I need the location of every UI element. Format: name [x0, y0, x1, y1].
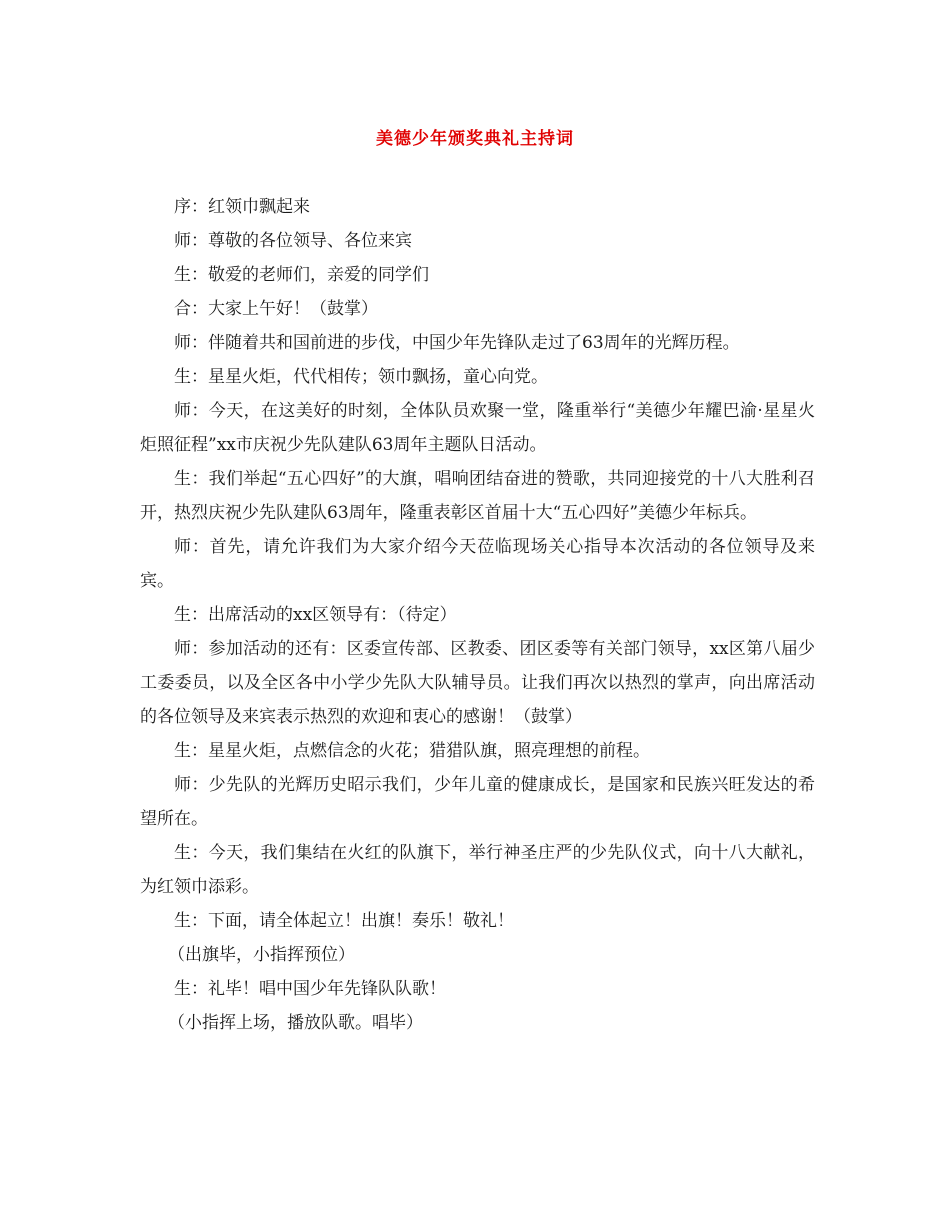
- paragraph: 生：出席活动的xx区领导有：（待定）: [174, 605, 457, 625]
- document-title: 美德少年颁奖典礼主持词: [376, 129, 574, 149]
- paragraph: 生：敬爱的老师们，亲爱的同学们: [174, 265, 429, 285]
- paragraph: 师：少先队的光辉历史昭示我们，少年儿童的健康成长，是国家和民族兴旺发达的希望所在。: [140, 775, 815, 829]
- paragraph: 生：礼毕！唱中国少年先锋队队歌！: [174, 979, 446, 999]
- paragraph: 生：我们举起“五心四好”的大旗，唱响团结奋进的赞歌，共同迎接党的十八大胜利召开，热烈庆祝少先队建队63周年，隆重表彰区首届十大“五心四好”美德少年标兵。: [140, 469, 815, 523]
- document-body: [140, 190, 815, 1040]
- stage-direction: （出旗毕，小指挥预位）: [168, 945, 355, 965]
- stage-direction: （小指挥上场，播放队歌。唱毕）: [168, 1013, 423, 1033]
- paragraph: 生：星星火炬，代代相传；领巾飘扬，童心向党。: [174, 367, 548, 387]
- paragraph: 生：星星火炬，点燃信念的火花；猎猎队旗，照亮理想的前程。: [174, 741, 650, 761]
- paragraph: 师：今天，在这美好的时刻，全体队员欢聚一堂，隆重举行“美德少年耀巴渝·星星火炬照征程”xx市庆祝少先队建队63周年主题队日活动。: [140, 401, 815, 455]
- paragraph: 序：红领巾飘起来: [174, 197, 310, 217]
- paragraph: 师：首先，请允许我们为大家介绍今天莅临现场关心指导本次活动的各位领导及来宾。: [140, 537, 815, 591]
- paragraph: 生：下面，请全体起立！出旗！奏乐！敬礼！: [174, 911, 514, 931]
- paragraph: 合：大家上午好！（鼓掌）: [174, 299, 378, 319]
- paragraph: 师：参加活动的还有：区委宣传部、区教委、团区委等有关部门领导，xx区第八届少工委委员，以及全区各中小学少先队大队辅导员。让我们再次以热烈的掌声，向出席活动的各位领导及来宾表示热烈的欢迎和衷心的感谢！（鼓掌）: [140, 639, 815, 727]
- paragraph: 师：伴随着共和国前进的步伐，中国少年先锋队走过了63周年的光辉历程。: [174, 333, 740, 353]
- paragraph: 师：尊敬的各位领导、各位来宾: [174, 231, 412, 251]
- paragraph: 生：今天，我们集结在火红的队旗下，举行神圣庄严的少先队仪式，向十八大献礼，为红领巾添彩。: [140, 843, 815, 897]
